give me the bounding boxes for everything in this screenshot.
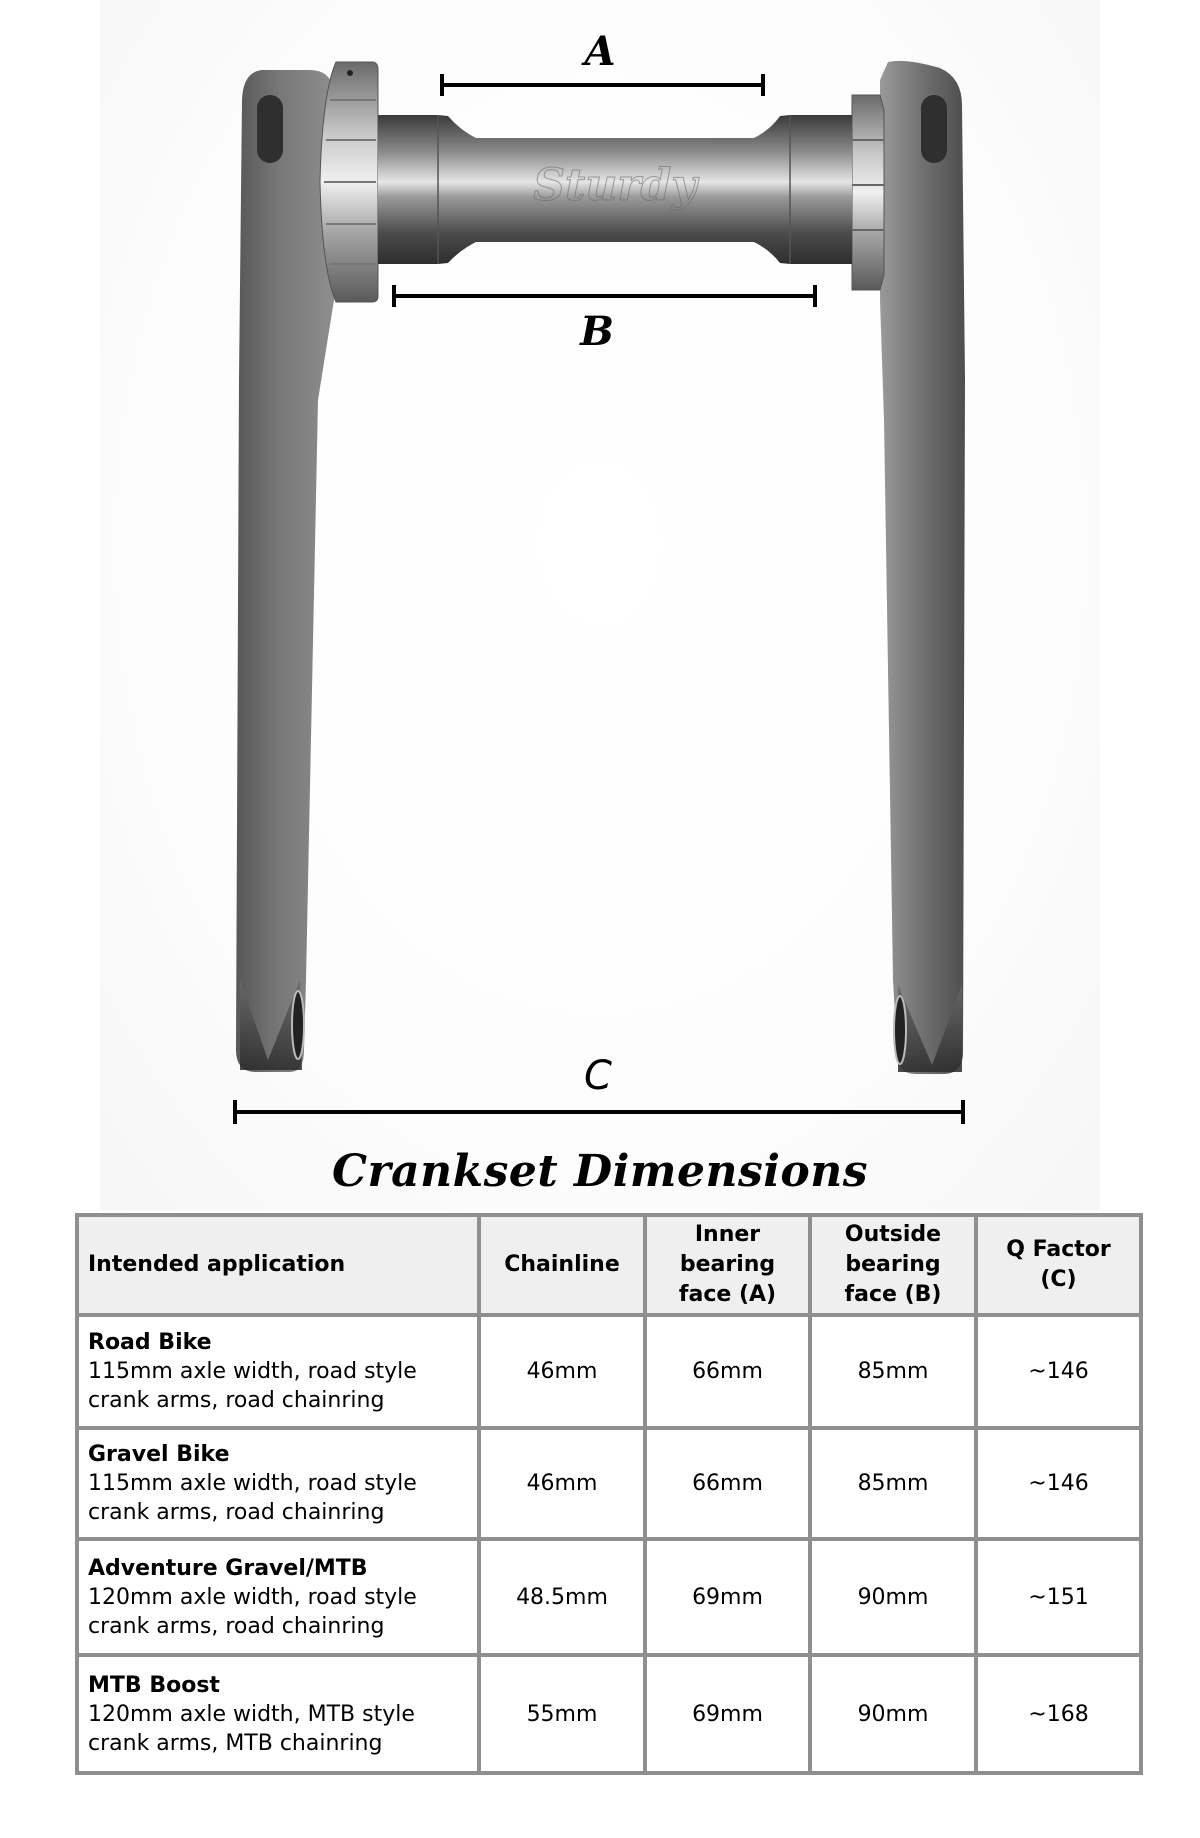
application-name: Gravel Bike xyxy=(88,1442,230,1467)
header-outside-line2: bearing xyxy=(845,1252,941,1277)
table-row xyxy=(77,1655,1141,1773)
header-q-line2: (C) xyxy=(1040,1267,1077,1292)
application-cell xyxy=(77,1315,479,1428)
application-name: Adventure Gravel/MTB xyxy=(88,1555,368,1581)
outside-bearing-face-cell: 85mm xyxy=(810,1315,976,1428)
header-intended-application: Intended application xyxy=(77,1215,479,1315)
crankset-dimensions-table xyxy=(75,1213,1143,1775)
header-outside-line3: face (B) xyxy=(844,1282,942,1307)
chainline-cell: 46mm xyxy=(479,1315,645,1428)
right-crank-arm xyxy=(880,61,965,1074)
chainline-cell: 46mm xyxy=(479,1428,645,1539)
table-header-row xyxy=(77,1215,1141,1315)
outside-bearing-face-cell: 85mm xyxy=(810,1428,976,1539)
q-factor-cell: ~151 xyxy=(976,1539,1141,1655)
dimension-line-b xyxy=(394,285,815,307)
header-q-line1: Q Factor xyxy=(1006,1237,1111,1262)
table-row xyxy=(77,1428,1141,1539)
application-desc-line1: 115mm axle width, road style xyxy=(88,1471,417,1496)
application-cell xyxy=(77,1428,479,1539)
left-crank-arm xyxy=(236,70,334,1072)
page-title: Crankset Dimensions xyxy=(331,1146,869,1197)
application-desc-line1: 120mm axle width, road style xyxy=(88,1584,417,1610)
table-row xyxy=(77,1315,1141,1428)
inner-bearing-face-cell: 66mm xyxy=(645,1428,810,1539)
application-cell xyxy=(77,1539,479,1655)
left-bearing-cup xyxy=(320,62,378,302)
application-cell xyxy=(77,1655,479,1773)
inner-bearing-face-cell: 69mm xyxy=(645,1655,810,1773)
inner-bearing-face-cell: 66mm xyxy=(645,1315,810,1428)
chainline-cell: 55mm xyxy=(479,1655,645,1773)
application-desc-line1: 120mm axle width, MTB style xyxy=(88,1701,415,1727)
application-desc-line2: crank arms, MTB chainring xyxy=(88,1730,383,1756)
header-chainline: Chainline xyxy=(479,1215,645,1315)
dimension-label-a: A xyxy=(584,28,616,75)
header-outside-line1: Outside xyxy=(844,1222,942,1247)
dimension-line-a xyxy=(442,74,763,96)
application-desc-line2: crank arms, road chainring xyxy=(88,1613,385,1639)
application-desc-line1: 115mm axle width, road style xyxy=(88,1359,417,1384)
application-desc-line2: crank arms, road chainring xyxy=(88,1388,385,1413)
outside-bearing-face-cell: 90mm xyxy=(810,1539,976,1655)
outside-bearing-face-cell: 90mm xyxy=(810,1655,976,1773)
header-inner-line3: face (A) xyxy=(678,1282,777,1307)
dimension-label-c: C xyxy=(584,1053,612,1099)
chainline-cell: 48.5mm xyxy=(479,1539,645,1655)
header-inner-bearing-face xyxy=(645,1215,810,1315)
header-outside-bearing-face xyxy=(810,1215,976,1315)
right-pedal-thread xyxy=(894,996,906,1064)
left-pedal-thread xyxy=(292,991,304,1059)
dimension-line-c xyxy=(235,1100,963,1124)
header-q-factor xyxy=(976,1215,1141,1315)
dimension-label-b: B xyxy=(580,308,614,355)
header-inner-line2: bearing xyxy=(679,1252,776,1277)
header-inner-line1: Inner xyxy=(694,1222,761,1247)
bottom-bracket-spindle xyxy=(378,115,852,264)
q-factor-cell: ~146 xyxy=(976,1315,1141,1428)
application-desc-line2: crank arms, road chainring xyxy=(88,1500,385,1525)
q-factor-cell: ~146 xyxy=(976,1428,1141,1539)
inner-bearing-face-cell: 69mm xyxy=(645,1539,810,1655)
left-arm-slot xyxy=(257,95,283,163)
application-name: MTB Boost xyxy=(88,1672,220,1698)
application-name: Road Bike xyxy=(88,1330,212,1355)
right-bearing-cup xyxy=(852,95,884,290)
spindle-engraving: Sturdy xyxy=(533,160,697,211)
table-row xyxy=(77,1539,1141,1655)
q-factor-cell: ~168 xyxy=(976,1655,1141,1773)
right-arm-slot xyxy=(921,95,947,163)
